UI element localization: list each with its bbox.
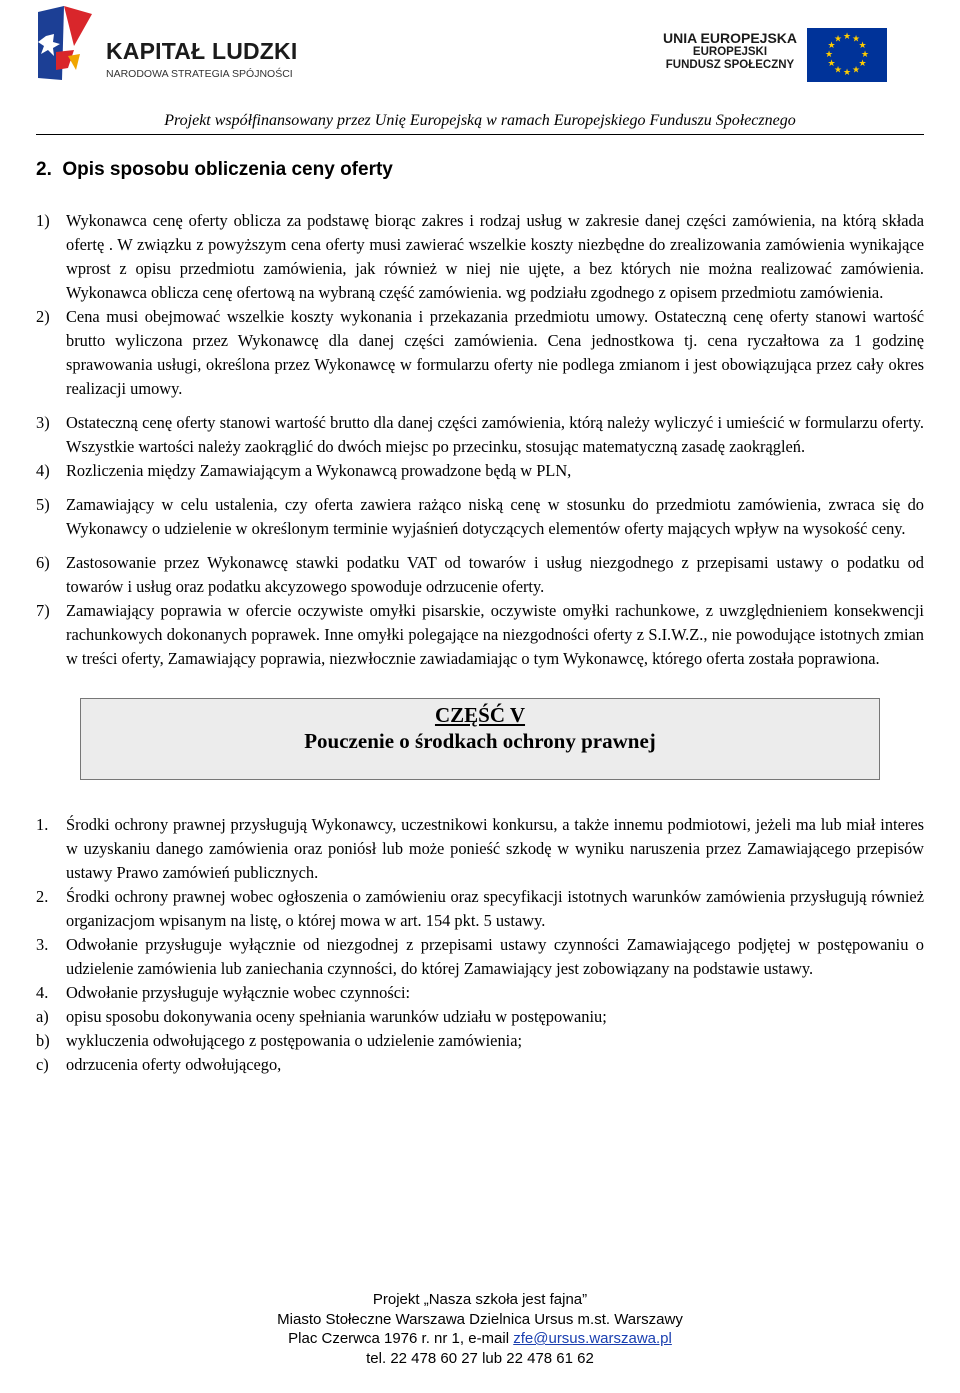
svg-text:★: ★ — [851, 65, 861, 76]
item-number: 3. — [36, 935, 49, 954]
list-item — [36, 981, 924, 1005]
footer-institution: Miasto Stołeczne Warszawa Dzielnica Ursus m.st. Warszawy — [277, 1310, 683, 1328]
document-body — [36, 157, 924, 1077]
item-text: Zastosowanie przez Wykonawcę stawki podatku VAT od towarów i usług niezgodnego z przepisami ustawy o podatku od towarów i usług oraz podatku akcyzowego spowoduje odrzucenie oferty. — [66, 553, 924, 596]
eu-logo — [655, 22, 935, 84]
kapital-ludzki-logo — [34, 6, 298, 84]
item-number: 2. — [36, 887, 49, 906]
svg-text:★: ★ — [833, 34, 843, 45]
list-item — [36, 459, 924, 483]
footer-address-text: Plac Czerwca 1976 r. nr 1, e-mail — [288, 1330, 514, 1347]
svg-text:★: ★ — [860, 50, 870, 60]
item-text: Cena musi obejmować wszelkie koszty wykonania i przekazania przedmiotu umowy. Ostateczną cenę oferty stanowi wartość brutto wyliczona przez Wykonawcę dla danej części zamówienia. Cena jednostkowa tj. cena ryczałtowa za 1 godzinę sprawowania usługi, określona przez Wykonawcę w formularzu oferty nie podlega zmianom i jest obowiązująca przez cały okres realizacji umowy. — [66, 307, 924, 398]
item-number: 6) — [36, 553, 50, 572]
list-item — [36, 305, 924, 401]
svg-text:★: ★ — [858, 59, 867, 69]
item-text: Środki ochrony prawnej przysługują Wykonawcy, uczestnikowi konkursu, a także innemu podmiotowi, jeżeli ma lub miał interes w uzyskaniu danego zamówienia oraz poniósł lub może ponieść szkodę w wyniku naruszenia przez Zamawiającego przepisów ustawy Prawo zamówień publicznych. — [66, 815, 924, 882]
page-header — [0, 0, 960, 129]
list-item — [36, 599, 924, 671]
item-letter: b) — [36, 1031, 50, 1050]
header-divider — [36, 134, 924, 135]
svg-text:★: ★ — [851, 34, 861, 45]
footer-project-name: Projekt „Nasza szkoła jest fajna” — [372, 1291, 588, 1308]
svg-text:★: ★ — [824, 50, 834, 60]
item-number: 7) — [36, 601, 50, 620]
eu-line-3: FUNDUSZ SPOŁECZNY — [665, 59, 795, 71]
list-item — [36, 1005, 924, 1029]
svg-text:★: ★ — [842, 32, 852, 42]
list-item — [36, 933, 924, 981]
part-subtitle: Pouczenie o środkach ochrony prawnej — [304, 729, 656, 753]
svg-text:★: ★ — [833, 65, 843, 76]
svg-text:★: ★ — [858, 41, 867, 51]
item-number: 5) — [36, 495, 50, 514]
item-letter: a) — [36, 1007, 49, 1026]
item-number: 4. — [36, 983, 49, 1002]
svg-text:★: ★ — [827, 59, 836, 69]
logo-title: KAPITAŁ LUDZKI — [106, 38, 298, 64]
kapital-ludzki-emblem-icon — [34, 6, 94, 84]
item-number: 1) — [36, 211, 50, 230]
list-item — [36, 411, 924, 459]
eu-logo-text — [655, 30, 805, 72]
item-text: Ostateczną cenę oferty stanowi wartość brutto dla danej części zamówienia, którą należy wyliczyć i umieścić w formularzu oferty. Wszystkie wartości należy zaokrąglić do dwóch miejsc po przecinku, stosując matematyczną zasadę zaokrągleń. — [66, 413, 924, 456]
cofinancing-tagline: Projekt współfinansowany przez Unię Europejską w ramach Europejskiego Funduszu Społecznego — [164, 112, 796, 129]
part-title: CZĘŚĆ V — [434, 703, 526, 727]
item-text: Wykonawca cenę oferty oblicza za podstawę biorąc zakres i rodzaj usług w zakresie danej części zamówienia, na którą składa ofertę . W związku z powyższym cena oferty musi zawierać wszelkie koszty niezbędne do zrealizowania zamówienia wynikające wprost z opisu przedmiotu zamówienia, jak również w niej nie ujęte, a bez których nie można realizować zamówienia. Wykonawca oblicza cenę ofertową na wybraną część zamówienia. wg podziału zgodnego z opisem przedmiotu zamówienia. — [66, 211, 924, 302]
item-text: Odwołanie przysługuje wyłącznie wobec czynności: — [66, 983, 411, 1002]
item-number: 2) — [36, 307, 50, 326]
page-footer — [0, 1290, 960, 1368]
svg-text:★: ★ — [842, 68, 852, 78]
eu-line-2: EUROPEJSKI — [692, 46, 768, 58]
list-item — [36, 551, 924, 599]
list-item — [36, 493, 924, 541]
item-text: Rozliczenia między Zamawiającym a Wykonawcą prowadzone będą w PLN, — [66, 461, 572, 480]
eu-flag-icon — [807, 28, 887, 82]
item-text: Zamawiający poprawia w ofercie oczywiste omyłki pisarskie, oczywiste omyłki rachunkowe, z uwzględnieniem konsekwencji rachunkowych dokonanych poprawek. Inne omyłki polegające na niezgodności oferty z S.I.W.Z., nie powodujące istotnych zmian w treści oferty, Zamawiający poprawia, niezwłocznie zawiadamiając o tym Wykonawcę, którego oferta została poprawiona. — [66, 601, 924, 668]
item-number: 1. — [36, 815, 49, 834]
list-item — [36, 1053, 924, 1077]
item-text: opisu sposobu dokonywania oceny spełniania warunków udziału w postępowaniu; — [66, 1007, 607, 1026]
item-text: Środki ochrony prawnej wobec ogłoszenia o zamówieniu oraz specyfikacji istotnych warunków zamówienia przysługują również organizacjom wpisanym na listę, o której mowa w art. 154 pkt. 5 ustawy. — [66, 887, 924, 930]
part-heading-box — [80, 698, 880, 780]
list-item — [36, 1029, 924, 1053]
list-item — [36, 885, 924, 933]
item-text: Zamawiający w celu ustalenia, czy oferta zawiera rażąco niską cenę w stosunku do przedmiotu zamówienia, zwraca się do Wykonawcy o udzielenie w określonym terminie wyjaśnień dotyczących elementów oferty mających wpływ na wysokość ceny. — [66, 495, 924, 538]
list-item — [36, 209, 924, 305]
section-title: 2. Opis sposobu obliczenia ceny oferty — [36, 159, 393, 180]
item-number: 4) — [36, 461, 50, 480]
eu-line-1: UNIA EUROPEJSKA — [662, 30, 798, 46]
logo-subtitle: NARODOWA STRATEGIA SPÓJNOŚCI — [106, 68, 293, 80]
list-item — [36, 813, 924, 885]
remedies-list — [36, 813, 924, 1077]
item-text: Odwołanie przysługuje wyłącznie od niezgodnej z przepisami ustawy czynności Zamawiającego podjętej w postępowaniu o udzielenie zamówienia lub zaniechania czynności, do której Zamawiający jest zobowiązany na podstawie ustawy. — [66, 935, 924, 978]
item-letter: c) — [36, 1055, 49, 1074]
footer-email-link[interactable]: zfe@ursus.warszawa.pl — [513, 1330, 672, 1347]
item-text: odrzucenia oferty odwołującego, — [66, 1055, 282, 1074]
footer-address — [0, 1329, 960, 1349]
item-text: wykluczenia odwołującego z postępowania o udzielenie zamówienia; — [66, 1031, 523, 1050]
svg-text:★: ★ — [827, 41, 836, 51]
footer-phone: tel. 22 478 60 27 lub 22 478 61 62 — [366, 1349, 594, 1367]
item-number: 3) — [36, 413, 50, 432]
